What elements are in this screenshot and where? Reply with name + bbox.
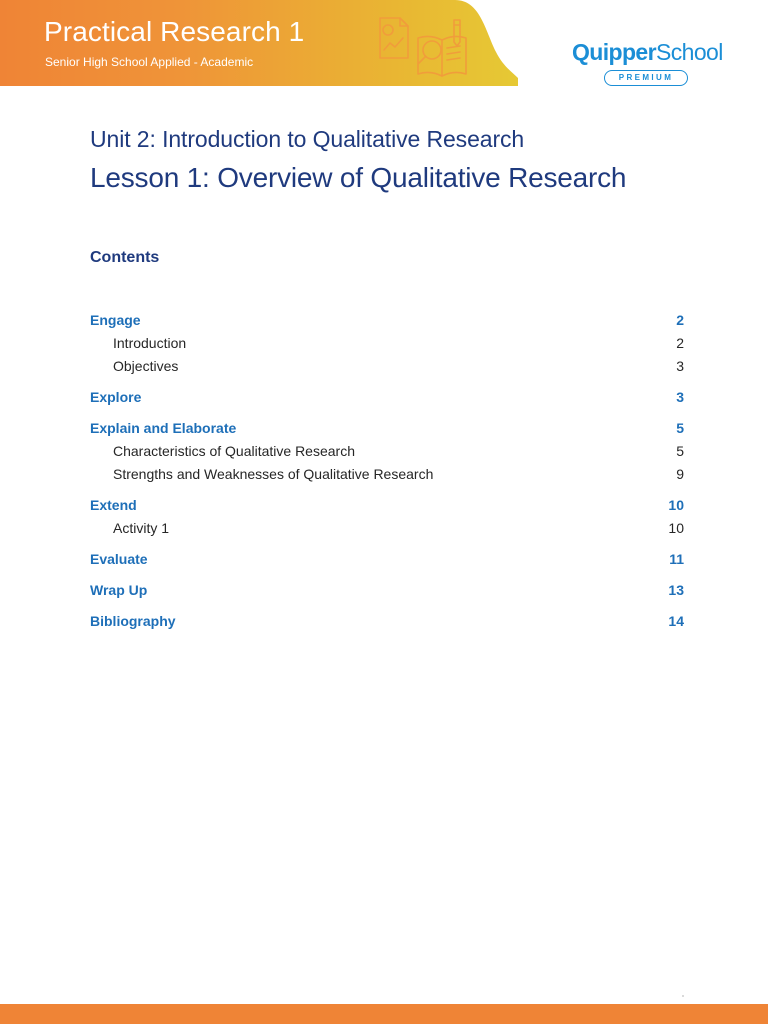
toc-entry-engage[interactable] <box>90 310 684 333</box>
toc-entry-label[interactable]: Explore <box>90 389 142 405</box>
toc-subentry-label[interactable]: Characteristics of Qualitative Research <box>113 443 355 459</box>
toc-subentry-characteristics[interactable] <box>90 441 684 464</box>
logo-word-light: School <box>655 39 723 65</box>
toc-subentry-page: 9 <box>676 466 684 482</box>
toc-subentry-page: 2 <box>676 335 684 351</box>
toc-section-explain-elaborate <box>90 418 684 487</box>
quipper-school-logo <box>572 38 724 88</box>
toc-entry-explore[interactable] <box>90 387 684 410</box>
toc-entry-label[interactable]: Wrap Up <box>90 582 148 598</box>
toc-section-evaluate <box>90 549 684 572</box>
toc-subentry-strengths-weaknesses[interactable] <box>90 464 684 487</box>
toc-entry-page: 13 <box>668 582 684 598</box>
toc-section-wrap-up <box>90 580 684 603</box>
toc-section-bibliography <box>90 611 684 634</box>
toc-subentry-page: 3 <box>676 358 684 374</box>
toc-subentry-objectives[interactable] <box>90 356 684 379</box>
toc-subentry-activity-1[interactable] <box>90 518 684 541</box>
research-documents-icon <box>372 12 476 82</box>
lesson-title: Lesson 1: Overview of Qualitative Research <box>90 162 627 193</box>
toc-entry-page: 3 <box>676 389 684 405</box>
toc-entry-page: 5 <box>676 420 684 436</box>
course-subtitle: Senior High School Applied - Academic <box>45 55 254 69</box>
toc-entry-wrap-up[interactable] <box>90 580 684 603</box>
logo-word-bold: Quipper <box>572 39 656 65</box>
table-of-contents <box>90 310 684 642</box>
toc-entry-label[interactable]: Extend <box>90 497 137 513</box>
toc-entry-page: 11 <box>669 551 684 567</box>
footer-bar <box>0 1004 768 1024</box>
toc-section-engage <box>90 310 684 379</box>
toc-entry-bibliography[interactable] <box>90 611 684 634</box>
toc-entry-label[interactable]: Evaluate <box>90 551 148 567</box>
course-title: Practical Research 1 <box>44 16 305 47</box>
page-marker-dot <box>682 995 684 997</box>
unit-title: Unit 2: Introduction to Qualitative Research <box>90 126 525 152</box>
toc-entry-evaluate[interactable] <box>90 549 684 572</box>
toc-section-explore <box>90 387 684 410</box>
contents-heading: Contents <box>90 249 160 266</box>
toc-entry-extend[interactable] <box>90 495 684 518</box>
toc-entry-page: 2 <box>676 312 684 328</box>
toc-subentry-label[interactable]: Objectives <box>113 358 179 374</box>
toc-entry-label[interactable]: Engage <box>90 312 141 328</box>
toc-subentry-page: 10 <box>668 520 684 536</box>
toc-entry-label[interactable]: Bibliography <box>90 613 176 629</box>
toc-entry-page: 10 <box>668 497 684 513</box>
toc-section-extend <box>90 495 684 541</box>
premium-badge: PREMIUM <box>604 70 688 86</box>
logo-wordmark <box>572 38 723 66</box>
toc-subentry-label[interactable]: Strengths and Weaknesses of Qualitative Research <box>113 466 434 482</box>
toc-subentry-label[interactable]: Introduction <box>113 335 187 351</box>
toc-subentry-page: 5 <box>676 443 684 459</box>
toc-entry-explain-elaborate[interactable] <box>90 418 684 441</box>
toc-entry-label[interactable]: Explain and Elaborate <box>90 420 237 436</box>
toc-entry-page: 14 <box>668 613 684 629</box>
toc-subentry-label[interactable]: Activity 1 <box>113 520 170 536</box>
toc-subentry-introduction[interactable] <box>90 333 684 356</box>
